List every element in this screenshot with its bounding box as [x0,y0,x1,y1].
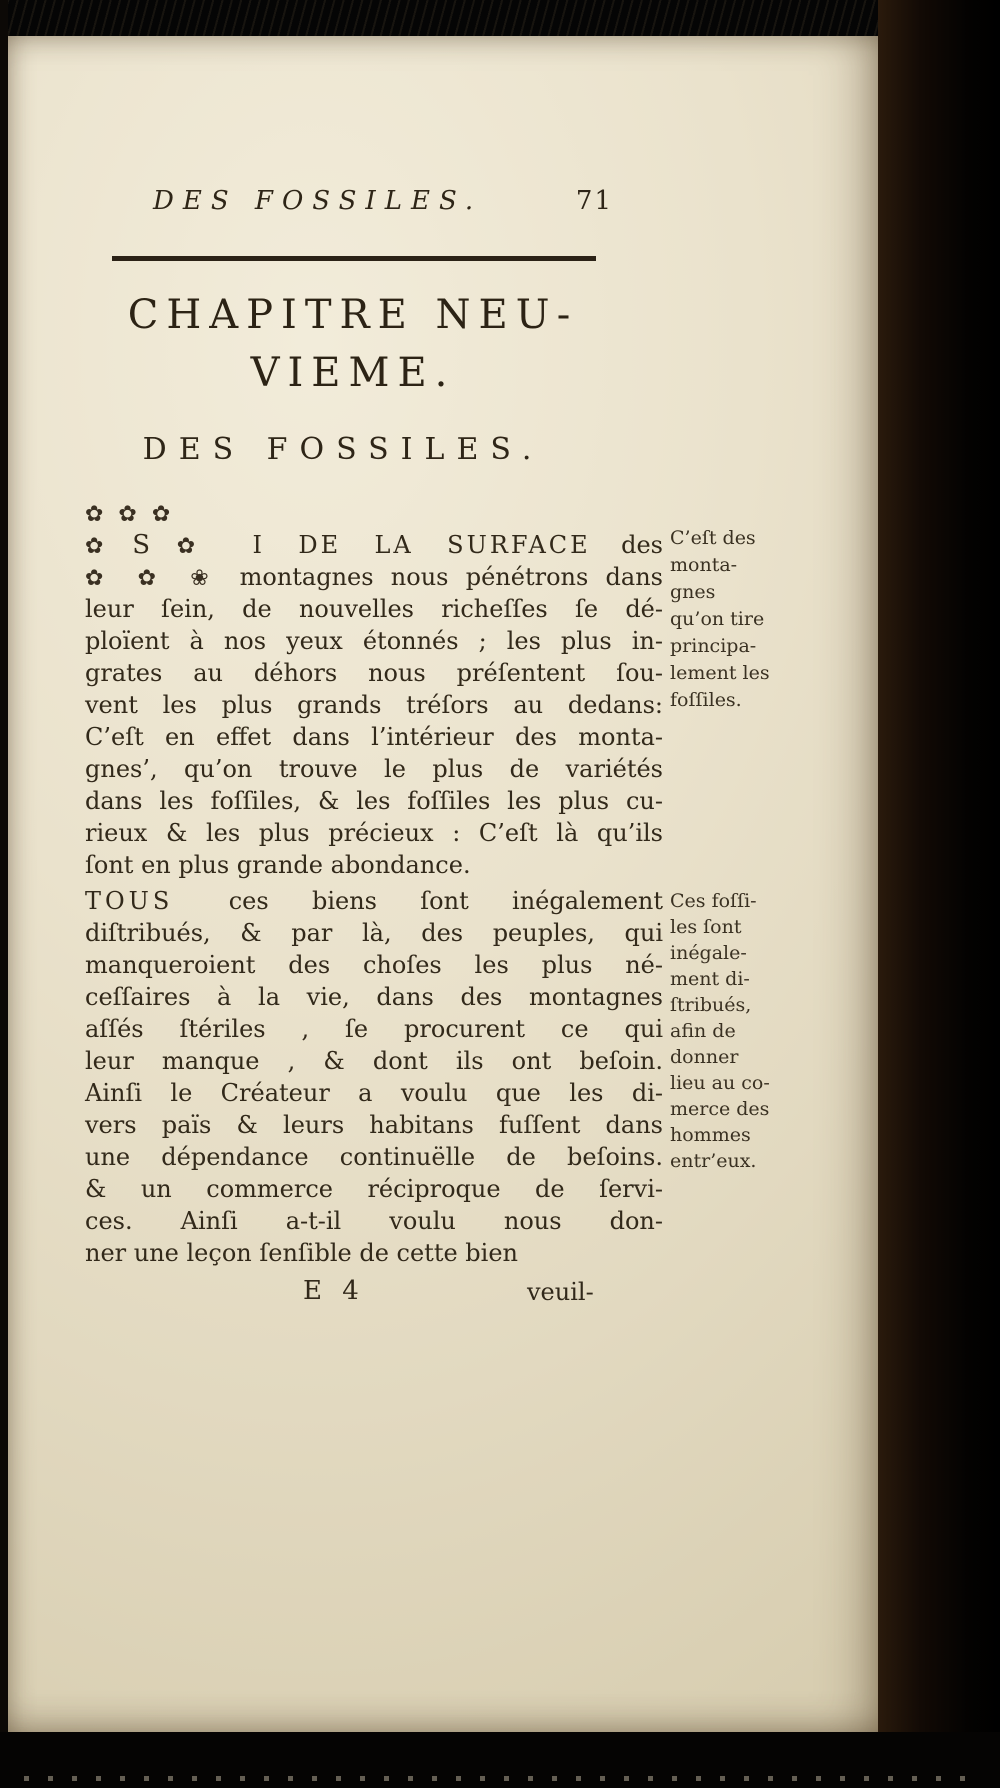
margin-note-1 [670,525,878,714]
paragraph-lead-word: TOUS [85,887,174,915]
margin-note-2 [670,888,878,1174]
text-line: diſtribués, & par là, des peuples, qui [85,919,663,947]
text-line: manqueroient des choſes les plus né- [85,951,663,979]
fleuron-icon: ✿ [85,534,131,559]
text-line: aſſés ſtériles , ſe procurent ce qui [85,1015,663,1043]
margin-note-line: lement les [670,662,770,684]
margin-note-line: ment di- [670,968,750,990]
ornament-row [85,497,663,529]
scan-left-edge [0,0,8,1788]
text-line-rest: ces biens ſont inégalement [228,887,663,915]
text-line: vers païs & leurs habitans fuſſent dans [85,1111,663,1139]
header-rule [112,256,596,261]
signature-mark: E 4 [303,1276,365,1306]
running-header-title: DES FOSSILES. [153,186,483,216]
paragraph-1 [85,497,663,881]
text-line [85,561,663,593]
margin-note-line: inégale- [670,942,747,964]
margin-note-line: hommes [670,1124,751,1146]
margin-note-line: merce des [670,1098,770,1120]
text-line: une dépendance continuëlle de beſoins. [85,1143,663,1171]
text-line: ceſſaires à la vie, dans des montagnes [85,983,663,1011]
margin-note-line: foſſiles. [670,689,742,711]
margin-note-line: monta- [670,554,738,576]
text-line: C’eſt en effet dans l’intérieur des monta- [85,723,663,751]
fleuron-icon: ✿ [154,534,223,559]
text-line: ces. Ainſi a-t-il voulu nous don- [85,1207,663,1235]
margin-note-line: C’eſt des [670,527,756,549]
chapter-heading-line2: VIEME. [250,350,456,396]
fleuron-icon: ✿ ✿ ✿ [85,502,175,527]
text-line: grates au déhors nous préſentent ſou- [85,659,663,687]
text-line: ploïent à nos yeux étonnés ; les plus in- [85,627,663,655]
margin-note-line: gnes [670,581,716,603]
section-heading: DES FOSSILES. [142,432,544,467]
margin-note-line: donner [670,1046,739,1068]
fleuron-icon: ✿ ✿ ❀ [85,566,223,591]
text-line-rest: montagnes nous pénétrons dans [239,563,663,591]
paragraph-2 [85,885,663,1269]
text-line: rieux & les plus précieux : C’eſt là qu’ils [85,819,663,847]
margin-note-line: Ces foſſi- [670,890,757,912]
text-line-caps: I DE LA SURFACE [252,531,591,559]
margin-note-line: principa- [670,635,757,657]
book-page [8,36,878,1732]
text-line-rest: des [621,531,663,559]
catchword: veuil- [527,1278,594,1306]
margin-note-line: ſtribués, [670,994,752,1016]
text-line: leur manque , & dont ils ont beſoin. [85,1047,663,1075]
margin-note-line: qu’on tire [670,608,765,630]
text-line: Ainſi le Créateur a voulu que les di- [85,1079,663,1107]
text-line: gnes’, qu’on trouve le plus de variétés [85,755,663,783]
margin-note-line: entr’eux. [670,1150,757,1172]
margin-note-line: afin de [670,1020,736,1042]
text-line: vent les plus grands tréſors au dedans: [85,691,663,719]
text-line [85,885,663,917]
running-header [153,186,613,216]
film-perforations-icon [24,1776,976,1781]
scan-top-edge [0,0,1000,36]
text-line: leur ſein, de nouvelles richeſſes ſe dé- [85,595,663,623]
text-line: & un commerce réciproque de ſervi- [85,1175,663,1203]
scan-bottom-edge [0,1732,1000,1788]
margin-note-line: les ſont [670,916,742,938]
page-number: 71 [575,186,613,216]
text-line [85,529,663,561]
chapter-heading-line1: CHAPITRE NEU- [127,292,579,338]
initial-letter: S [132,530,153,560]
text-line: ner une leçon ſenſible de cette bien [85,1239,518,1267]
margin-note-line: lieu au co- [670,1072,770,1094]
page-footer [85,1276,663,1312]
scan-right-edge [878,0,1000,1788]
text-line: ſont en plus grande abondance. [85,851,471,879]
text-line: dans les foſſiles, & les foſſiles les plus cu- [85,787,663,815]
